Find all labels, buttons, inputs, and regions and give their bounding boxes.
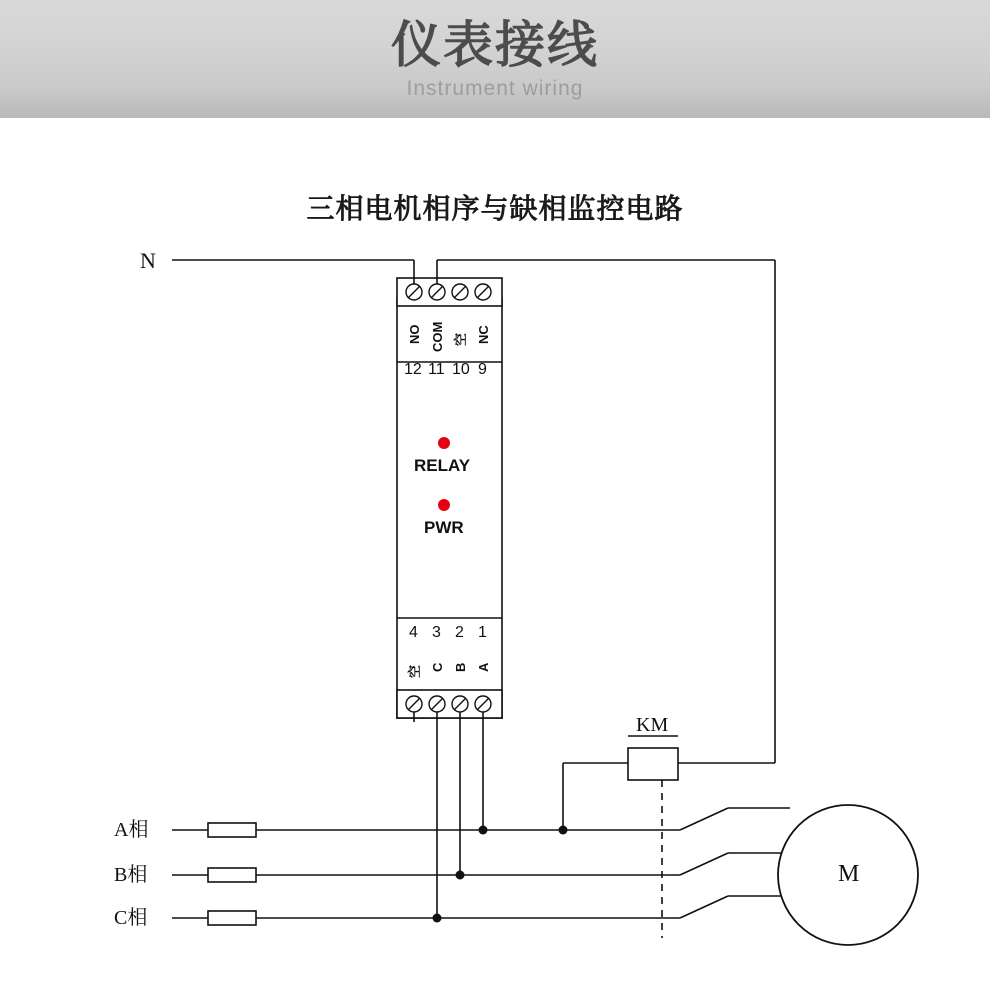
terminal-label-nc: NC	[476, 325, 491, 344]
terminal-label-spare-top: 空	[453, 332, 468, 346]
page-banner	[0, 0, 990, 118]
device-body	[397, 278, 502, 718]
terminal-number-2: 2	[455, 624, 464, 641]
junction-dots	[433, 826, 568, 923]
fuse-symbols	[208, 823, 256, 925]
terminal-number-1: 1	[478, 624, 487, 641]
label-motor: M	[838, 861, 860, 887]
label-km: KM	[636, 714, 669, 736]
relay-led-label: RELAY	[414, 456, 471, 475]
terminal-label-c: C	[430, 662, 445, 672]
terminal-number-9: 9	[478, 361, 487, 378]
terminal-number-10: 10	[452, 361, 470, 378]
label-neutral: N	[140, 248, 156, 273]
terminal-label-a: A	[476, 662, 491, 672]
pwr-led-icon	[438, 499, 450, 511]
terminal-label-spare-bottom: 空	[407, 664, 422, 678]
terminal-number-12: 12	[404, 361, 422, 378]
terminal-number-4: 4	[409, 624, 418, 641]
terminal-number-11: 11	[428, 361, 445, 378]
label-phase-c: C相	[114, 907, 148, 929]
relay-led-icon	[438, 437, 450, 449]
label-phase-b: B相	[114, 864, 148, 886]
wiring-diagram	[0, 118, 990, 1005]
pwr-led-label: PWR	[424, 518, 464, 537]
terminal-label-com: COM	[430, 321, 445, 352]
neutral-wire	[172, 260, 775, 763]
terminal-label-b: B	[453, 662, 468, 672]
terminal-number-3: 3	[432, 624, 441, 641]
diagram-title: 三相电机相序与缺相监控电路	[306, 194, 684, 225]
km-main-contacts	[680, 808, 728, 918]
km-coil	[628, 748, 678, 840]
banner-title-en: Instrument wiring	[406, 77, 584, 100]
label-phase-a: A相	[114, 819, 149, 841]
device-phase-drops	[414, 712, 483, 918]
banner-title-cn: 仪表接线	[391, 17, 599, 73]
terminal-label-no: NO	[407, 324, 422, 344]
